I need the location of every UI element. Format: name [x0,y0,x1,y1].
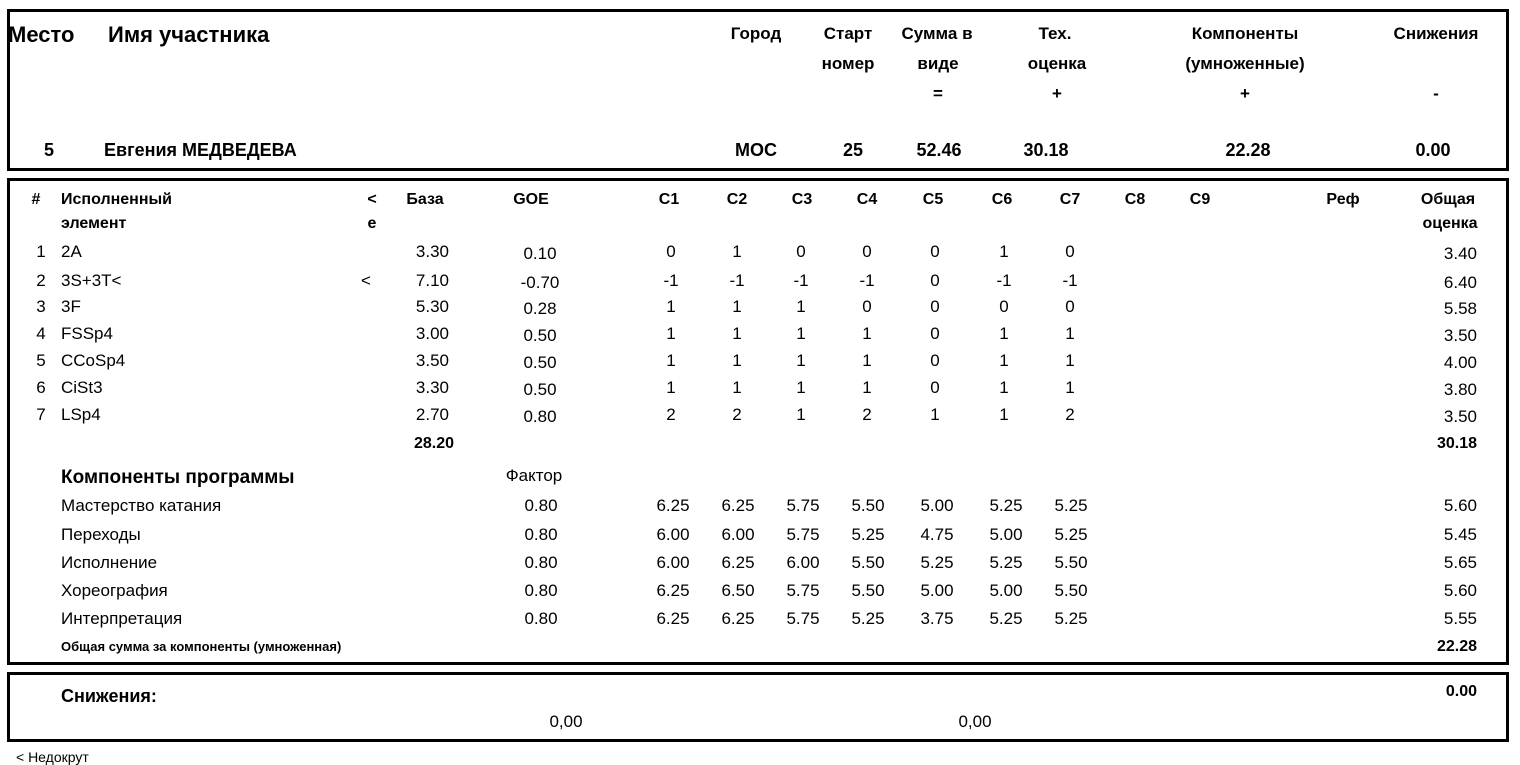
skater-start-no: 25 [842,140,864,160]
component-row-score: 5.60 [1443,581,1477,600]
header-city: Город [730,24,782,43]
element-row-base: 3.00 [415,324,449,343]
component-row-judge-score: 5.75 [786,581,820,600]
skater-city: MOC [735,140,777,160]
element-row-judge-score: 2 [862,405,872,424]
component-row-score: 5.60 [1443,496,1477,515]
col-header-goe: GOE [513,191,549,208]
header-total-op: = [933,84,943,103]
skater-pcs: 22.28 [1225,140,1271,160]
element-row-judge-score: 1 [1065,351,1075,370]
element-row-judge-score: 1 [732,351,742,370]
element-row-goe: 0.10 [523,244,557,263]
col-header-judge-8: C8 [1124,191,1146,208]
element-row-num: 6 [36,378,46,397]
element-row-judge-score: 0 [930,324,940,343]
element-row-base: 5.30 [415,297,449,316]
skater-name: Евгения МЕДВЕДЕВА [104,140,297,160]
component-row-judge-score: 6.00 [721,525,755,544]
element-row-judge-score: 1 [1065,324,1075,343]
component-row-factor: 0.80 [524,581,558,600]
element-row-judge-score: 0 [999,297,1009,316]
component-row-judge-score: 6.25 [656,581,690,600]
element-row-judge-score: -1 [1062,271,1078,290]
header-tes-1: Тех. [1038,24,1072,43]
element-row-judge-score: 0 [796,242,806,261]
component-row-judge-score: 5.50 [1054,553,1088,572]
element-row-judge-score: 1 [796,297,806,316]
element-row-judge-score: 1 [862,378,872,397]
header-place: Место [8,22,75,47]
component-row-judge-score: 6.50 [721,581,755,600]
element-row-judge-score: 0 [1065,242,1075,261]
component-row-score: 5.45 [1443,525,1477,544]
components-title: Компоненты программы [61,467,295,488]
element-row-goe: 0.50 [523,380,557,399]
header-start-no-2: номер [821,54,875,73]
col-header-judge-7: C7 [1059,191,1081,208]
header-pcs-2: (умноженные) [1185,54,1305,73]
element-row-judge-score: 2 [666,405,676,424]
component-row-judge-score: 5.25 [920,553,954,572]
element-row-judge-score: 1 [796,351,806,370]
component-row-score: 5.55 [1443,609,1477,628]
element-row-judge-score: 1 [999,242,1009,261]
element-row-judge-score: 1 [999,351,1009,370]
col-header-element-1: Исполненный [61,191,172,208]
header-pcs-op: + [1240,84,1250,103]
component-row-judge-score: 5.75 [786,609,820,628]
col-header-score-2: оценка [1422,215,1478,232]
component-row-judge-score: 4.75 [920,525,954,544]
element-row-judge-score: 1 [732,378,742,397]
element-row-judge-score: -1 [859,271,875,290]
deduction-value-1: 0,00 [549,712,583,731]
component-row-score: 5.65 [1443,553,1477,572]
components-total: 22.28 [1436,638,1477,655]
element-row-judge-score: 1 [796,378,806,397]
element-row-judge-score: 0 [1065,297,1075,316]
col-header-judge-5: C5 [922,191,944,208]
col-header-ref: Реф [1326,191,1360,208]
element-row-judge-score: 1 [666,324,676,343]
header-pcs-1: Компоненты [1191,24,1299,43]
element-row-num: 3 [36,297,46,316]
component-row-judge-score: 6.00 [656,525,690,544]
element-row-num: 1 [36,242,46,261]
element-row-total: 3.50 [1443,326,1477,345]
component-row-name: Мастерство катания [61,496,222,515]
col-header-info-2: e [367,215,377,232]
component-row-judge-score: 5.75 [786,496,820,515]
element-row-base: 2.70 [415,405,449,424]
component-row-factor: 0.80 [524,609,558,628]
col-header-num: # [31,191,41,208]
component-row-name: Переходы [61,525,141,544]
component-row-factor: 0.80 [524,496,558,515]
element-row-num: 5 [36,351,46,370]
component-row-name: Хореография [61,581,168,600]
element-row-judge-score: 1 [862,324,872,343]
element-row-judge-score: 0 [930,351,940,370]
element-row-num: 4 [36,324,46,343]
element-row-judge-score: -1 [729,271,745,290]
element-row-judge-score: 0 [930,297,940,316]
element-row-judge-score: 0 [930,242,940,261]
element-row-judge-score: 0 [930,378,940,397]
element-row-judge-score: 1 [1065,378,1075,397]
col-header-base: База [406,191,444,208]
element-row-num: 7 [36,405,46,424]
component-row-judge-score: 5.25 [1054,525,1088,544]
deduction-value-2: 0,00 [958,712,992,731]
component-row-judge-score: 5.25 [1054,496,1088,515]
component-row-judge-score: 6.25 [656,609,690,628]
element-row-name: FSSp4 [61,324,113,343]
col-header-judge-6: C6 [991,191,1013,208]
component-row-judge-score: 5.25 [989,496,1023,515]
deductions-box [7,672,1509,742]
element-row-goe: 0.50 [523,326,557,345]
component-row-judge-score: 5.50 [851,581,885,600]
element-row-name: LSp4 [61,405,101,424]
component-row-judge-score: 3.75 [920,609,954,628]
element-row-goe: 0.28 [523,299,557,318]
element-row-goe: -0.70 [520,273,560,292]
component-row-judge-score: 5.25 [851,525,885,544]
component-row-judge-score: 6.00 [786,553,820,572]
col-header-info-1: < [367,191,377,208]
component-row-judge-score: 5.75 [786,525,820,544]
col-header-judge-3: C3 [791,191,813,208]
component-row-judge-score: 6.25 [721,553,755,572]
element-row-base: 3.50 [415,351,449,370]
element-row-total: 5.58 [1443,299,1477,318]
element-row-judge-score: -1 [793,271,809,290]
component-row-judge-score: 5.00 [920,496,954,515]
deductions-title: Снижения: [61,686,157,706]
deductions-total: 0.00 [1445,683,1477,700]
footnote: < Недокрут [16,749,89,765]
element-row-total: 3.50 [1443,407,1477,426]
component-row-judge-score: 5.25 [1054,609,1088,628]
element-row-judge-score: 0 [862,297,872,316]
element-row-judge-score: 1 [999,405,1009,424]
element-row-base: 3.30 [415,242,449,261]
component-row-judge-score: 6.00 [656,553,690,572]
component-row-judge-score: 5.50 [851,553,885,572]
element-row-judge-score: -1 [663,271,679,290]
element-row-name: CiSt3 [61,378,103,397]
col-header-score-1: Общая [1420,191,1476,208]
component-row-name: Интерпретация [61,609,183,628]
element-row-goe: 0.80 [523,407,557,426]
header-name: Имя участника [108,22,270,47]
element-row-judge-score: 1 [666,351,676,370]
component-row-name: Исполнение [61,553,158,572]
col-header-judge-1: C1 [658,191,680,208]
component-row-judge-score: 5.50 [1054,581,1088,600]
header-tes-2: оценка [1027,54,1087,73]
component-row-judge-score: 5.25 [989,553,1023,572]
skater-total: 52.46 [916,140,962,160]
element-row-judge-score: 1 [732,324,742,343]
element-row-judge-score: 1 [999,378,1009,397]
component-row-judge-score: 5.25 [851,609,885,628]
element-row-judge-score: -1 [996,271,1012,290]
col-header-judge-2: C2 [726,191,748,208]
component-row-judge-score: 5.50 [851,496,885,515]
col-header-judge-9: C9 [1189,191,1211,208]
col-header-judge-4: C4 [856,191,878,208]
element-row-total: 6.40 [1443,273,1477,292]
header-tes-op: + [1052,84,1062,103]
element-row-judge-score: 1 [862,351,872,370]
component-row-factor: 0.80 [524,553,558,572]
base-value-total: 28.20 [413,435,454,452]
element-row-total: 3.40 [1443,244,1477,263]
element-row-total: 3.80 [1443,380,1477,399]
element-row-judge-score: 1 [732,297,742,316]
element-row-name: CCoSp4 [61,351,126,370]
component-row-judge-score: 6.25 [656,496,690,515]
element-row-judge-score: 0 [862,242,872,261]
element-row-judge-score: 1 [666,378,676,397]
component-row-judge-score: 5.00 [989,525,1023,544]
skater-deductions: 0.00 [1415,140,1451,160]
header-ded-op: - [1433,84,1439,103]
element-row-name: 3F [61,297,81,316]
element-row-judge-score: 1 [796,324,806,343]
element-row-judge-score: 2 [732,405,742,424]
element-row-judge-score: 0 [666,242,676,261]
skater-place: 5 [43,140,55,160]
elements-score-total: 30.18 [1436,435,1477,452]
element-row-goe: 0.50 [523,353,557,372]
element-row-num: 2 [36,271,46,290]
details-box [7,178,1509,665]
skater-tes: 30.18 [1023,140,1069,160]
element-row-judge-score: 1 [999,324,1009,343]
component-row-factor: 0.80 [524,525,558,544]
header-total-2: виде [917,54,959,73]
components-total-label: Общая сумма за компоненты (умноженная) [61,639,342,654]
component-row-judge-score: 6.25 [721,496,755,515]
element-row-info: < [361,271,371,290]
element-row-judge-score: 1 [930,405,940,424]
element-row-name: 3S+3T< [61,271,122,290]
element-row-judge-score: 1 [666,297,676,316]
component-row-judge-score: 5.00 [989,581,1023,600]
header-ded-1: Снижения [1393,24,1479,43]
element-row-judge-score: 1 [796,405,806,424]
element-row-base: 7.10 [415,271,449,290]
col-header-element-2: элемент [61,215,127,232]
header-start-no-1: Старт [823,24,873,43]
component-row-judge-score: 6.25 [721,609,755,628]
component-row-judge-score: 5.25 [989,609,1023,628]
header-total-1: Сумма в [901,24,973,43]
element-row-total: 4.00 [1443,353,1477,372]
element-row-name: 2A [61,242,82,261]
element-row-judge-score: 1 [732,242,742,261]
element-row-base: 3.30 [415,378,449,397]
component-row-judge-score: 5.00 [920,581,954,600]
element-row-judge-score: 0 [930,271,940,290]
element-row-judge-score: 2 [1065,405,1075,424]
factor-header: Фактор [505,466,563,485]
